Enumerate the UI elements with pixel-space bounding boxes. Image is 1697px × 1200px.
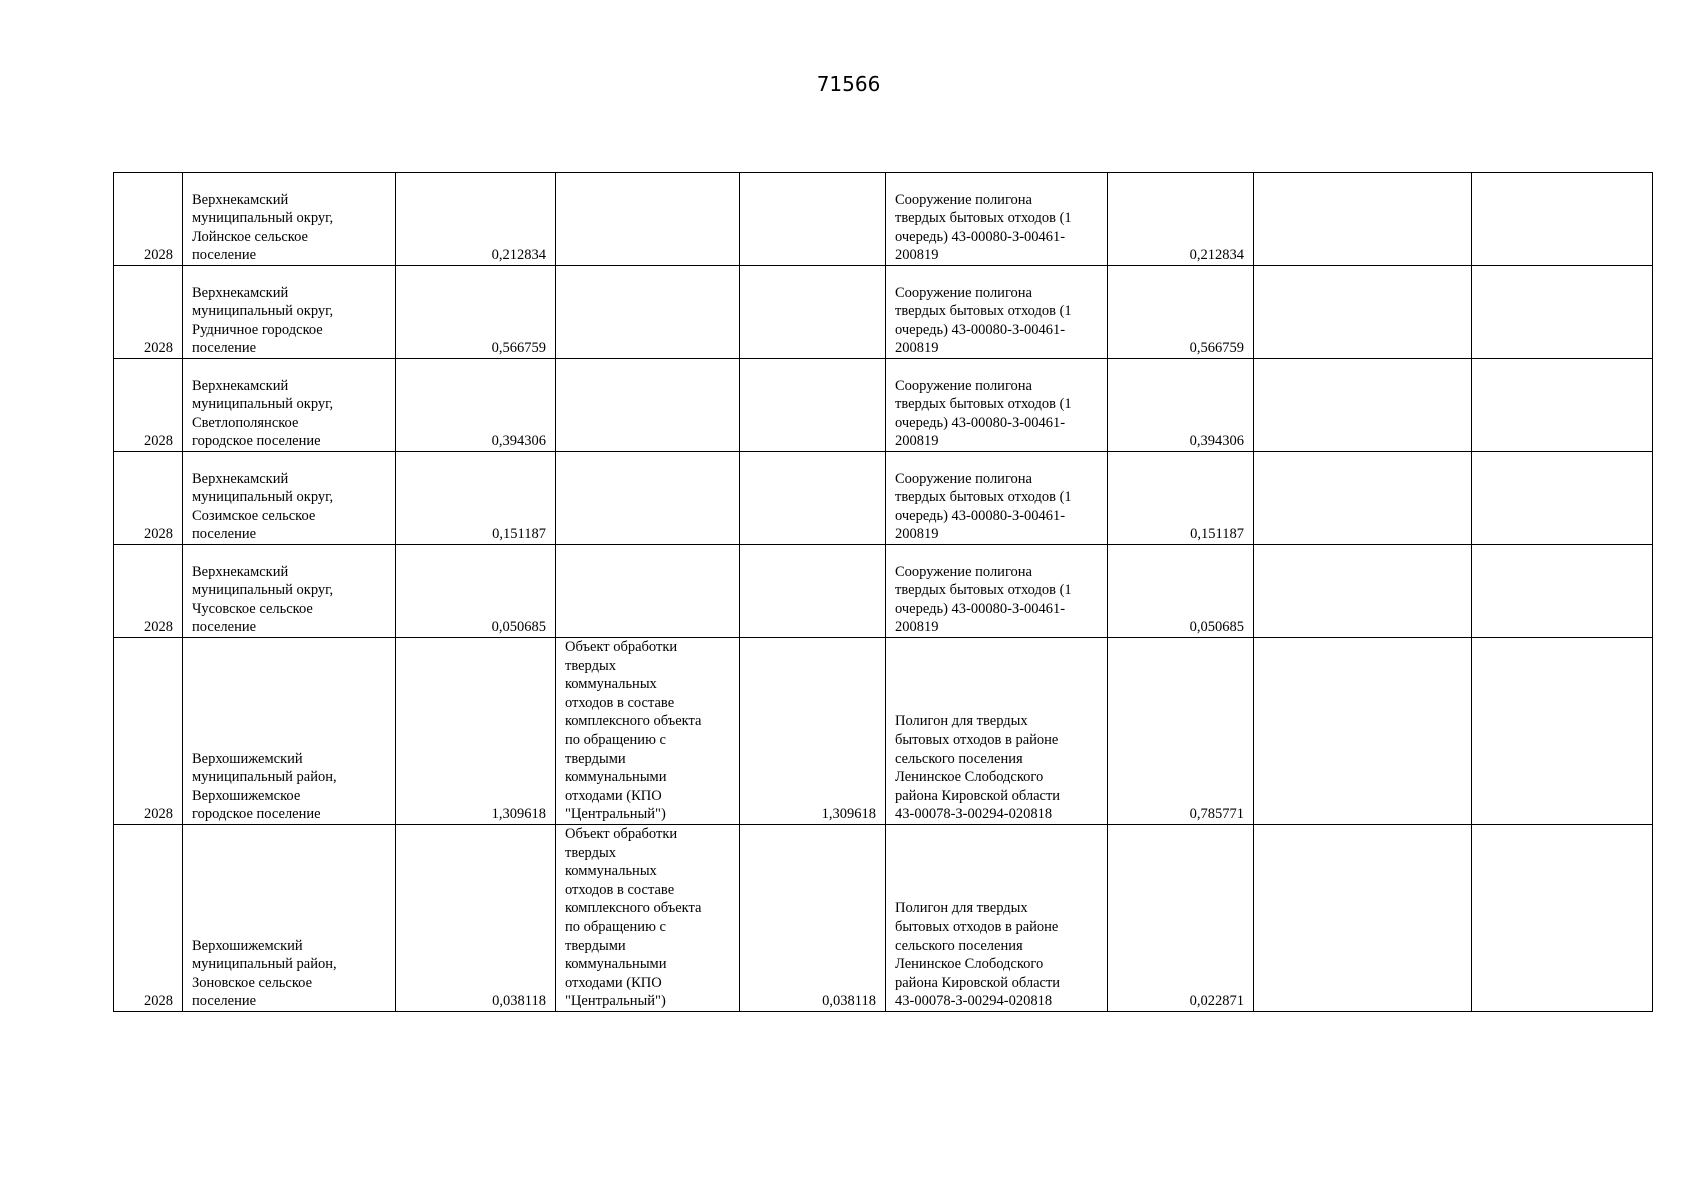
year-cell: 2028 — [114, 359, 183, 452]
processing-mass-cell — [740, 452, 886, 545]
empty-cell — [1472, 266, 1653, 359]
processing-object-cell — [556, 173, 740, 266]
table-row — [114, 545, 1653, 638]
disposal-object-cell: Сооружение полигона твердых бытовых отходов (1 очередь) 43-00080-З-00461- 200819 — [886, 545, 1108, 638]
mass-cell: 0,038118 — [396, 825, 556, 1012]
empty-cell — [1254, 173, 1472, 266]
empty-cell — [1472, 545, 1653, 638]
municipality-cell: Верхошижемский муниципальный район, Зоновское сельское поселение — [183, 825, 396, 1012]
empty-cell — [1472, 825, 1653, 1012]
disposal-mass-cell: 0,022871 — [1108, 825, 1254, 1012]
processing-mass-cell — [740, 545, 886, 638]
disposal-mass-cell: 0,050685 — [1108, 545, 1254, 638]
empty-cell — [1254, 638, 1472, 825]
empty-cell — [1254, 452, 1472, 545]
municipality-cell: Верхнекамский муниципальный округ, Созимское сельское поселение — [183, 452, 396, 545]
table-row — [114, 825, 1653, 1012]
disposal-object-cell: Полигон для твердых бытовых отходов в районе сельского поселения Ленинское Слободского района Кировской области 43-00078-З-00294-020818 — [886, 638, 1108, 825]
processing-object-cell — [556, 266, 740, 359]
mass-cell: 0,212834 — [396, 173, 556, 266]
disposal-mass-cell: 0,212834 — [1108, 173, 1254, 266]
table-row — [114, 359, 1653, 452]
empty-cell — [1472, 173, 1653, 266]
processing-mass-cell: 0,038118 — [740, 825, 886, 1012]
mass-cell: 0,566759 — [396, 266, 556, 359]
disposal-mass-cell: 0,785771 — [1108, 638, 1254, 825]
empty-cell — [1254, 825, 1472, 1012]
processing-object-cell: Объект обработки твердых коммунальных отходов в составе комплексного объекта по обращению с твердыми коммунальными отходами (КПО "Центральный") — [556, 825, 740, 1012]
table-row — [114, 266, 1653, 359]
year-cell: 2028 — [114, 638, 183, 825]
municipality-cell: Верхнекамский муниципальный округ, Рудничное городское поселение — [183, 266, 396, 359]
empty-cell — [1472, 452, 1653, 545]
processing-mass-cell — [740, 266, 886, 359]
processing-mass-cell — [740, 173, 886, 266]
municipality-cell: Верхнекамский муниципальный округ, Чусовское сельское поселение — [183, 545, 396, 638]
municipality-cell: Верхнекамский муниципальный округ, Светлополянское городское поселение — [183, 359, 396, 452]
mass-cell: 1,309618 — [396, 638, 556, 825]
processing-mass-cell: 1,309618 — [740, 638, 886, 825]
disposal-mass-cell: 0,394306 — [1108, 359, 1254, 452]
disposal-mass-cell: 0,566759 — [1108, 266, 1254, 359]
year-cell: 2028 — [114, 452, 183, 545]
processing-object-cell: Объект обработки твердых коммунальных отходов в составе комплексного объекта по обращению с твердыми коммунальными отходами (КПО "Центральный") — [556, 638, 740, 825]
table-row — [114, 173, 1653, 266]
processing-object-cell — [556, 359, 740, 452]
disposal-mass-cell: 0,151187 — [1108, 452, 1254, 545]
year-cell: 2028 — [114, 173, 183, 266]
page-number: 71566 — [816, 72, 881, 96]
mass-cell: 0,151187 — [396, 452, 556, 545]
empty-cell — [1254, 266, 1472, 359]
empty-cell — [1472, 359, 1653, 452]
table-row — [114, 452, 1653, 545]
municipality-cell: Верхнекамский муниципальный округ, Лойнское сельское поселение — [183, 173, 396, 266]
processing-mass-cell — [740, 359, 886, 452]
mass-cell: 0,050685 — [396, 545, 556, 638]
year-cell: 2028 — [114, 266, 183, 359]
year-cell: 2028 — [114, 825, 183, 1012]
empty-cell — [1254, 545, 1472, 638]
empty-cell — [1472, 638, 1653, 825]
processing-object-cell — [556, 452, 740, 545]
mass-cell: 0,394306 — [396, 359, 556, 452]
municipality-cell: Верхошижемский муниципальный район, Верхошижемское городское поселение — [183, 638, 396, 825]
year-cell: 2028 — [114, 545, 183, 638]
disposal-object-cell: Сооружение полигона твердых бытовых отходов (1 очередь) 43-00080-З-00461- 200819 — [886, 359, 1108, 452]
table-row — [114, 638, 1653, 825]
disposal-object-cell: Сооружение полигона твердых бытовых отходов (1 очередь) 43-00080-З-00461- 200819 — [886, 173, 1108, 266]
disposal-object-cell: Полигон для твердых бытовых отходов в районе сельского поселения Ленинское Слободского района Кировской области 43-00078-З-00294-020818 — [886, 825, 1108, 1012]
disposal-object-cell: Сооружение полигона твердых бытовых отходов (1 очередь) 43-00080-З-00461- 200819 — [886, 266, 1108, 359]
empty-cell — [1254, 359, 1472, 452]
disposal-object-cell: Сооружение полигона твердых бытовых отходов (1 очередь) 43-00080-З-00461- 200819 — [886, 452, 1108, 545]
processing-object-cell — [556, 545, 740, 638]
waste-flow-table — [113, 172, 1653, 1012]
